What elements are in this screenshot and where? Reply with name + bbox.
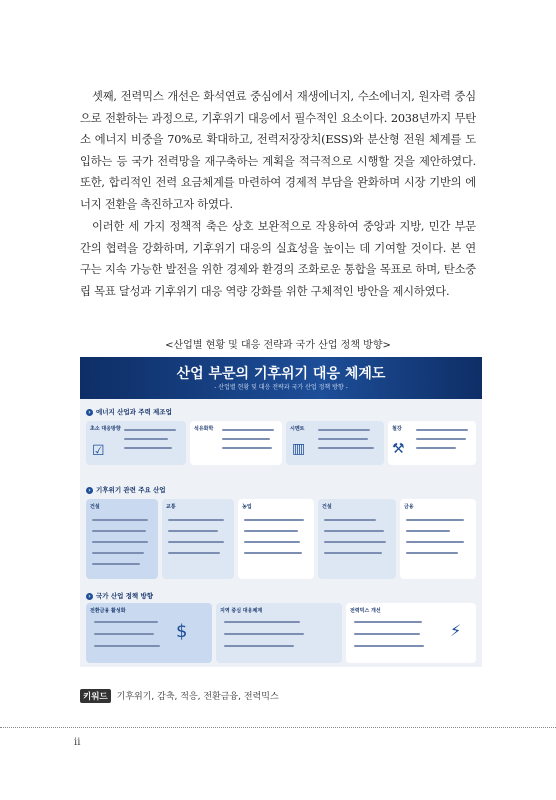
keywords-label: 키워드	[80, 689, 111, 703]
body-paragraph-1: 셋째, 전력믹스 개선은 화석연료 중심에서 재생에너지, 수소에너지, 원자력 중심으로 전환하는 과정으로, 기후위기 대응에서 필수적인 요소이다. 2038년까지 무탄소 에너지 비중을 70%로 확대하고, 전력저장장치(ESS)와 분산형 전원 체계를 도입하는 등 국가 전력망을 재구축하는 계획을 적극적으로 시행할 것을 제안하였다. 또한, 합리적인 전력 요금체계를 마련하여 경제적 부담을 완화하며 시장 기반의 에너지 전환을 촉진하고자 하였다.	[80, 90, 476, 211]
chevron-right-icon: ›	[86, 487, 93, 494]
box-title: 시멘트	[290, 426, 305, 432]
figure-header	[80, 357, 482, 399]
section2-box-2	[162, 499, 234, 579]
box-title: 건설	[90, 504, 100, 510]
keywords-text: 기후위기, 감축, 적응, 전환금융, 전력믹스	[116, 692, 279, 702]
section1-box-2	[190, 421, 282, 465]
chevron-right-icon: ›	[86, 409, 93, 416]
box-title: 교통	[166, 504, 176, 510]
box-title: 건설	[322, 504, 332, 510]
section-label: 에너지 산업과 주력 제조업	[96, 408, 172, 416]
section-label: 국가 산업 정책 방향	[96, 592, 154, 600]
checklist-icon: ☑	[92, 443, 105, 459]
wrench-icon: ⚒	[392, 441, 405, 457]
box-title: 초소 대응방향	[90, 426, 121, 432]
box-title: 철강	[392, 426, 402, 432]
figure-subtitle: - 산업별 현황 및 대응 전략과 국가 산업 정책 방향 -	[214, 384, 348, 391]
box-title: 석유화학	[194, 426, 214, 432]
chevron-right-icon: ›	[86, 593, 93, 600]
section1-box-3	[286, 421, 384, 465]
battery-charge-icon: ⚡	[450, 621, 462, 640]
section3-box-2	[216, 603, 342, 663]
box-title: 농업	[242, 504, 252, 510]
factory-icon: ▥	[292, 441, 306, 457]
section-title-1	[86, 407, 172, 416]
page-number: ii	[74, 737, 81, 748]
section3-box-1	[86, 603, 212, 663]
section2-box-4	[318, 499, 396, 579]
box-title: 금융	[404, 504, 414, 510]
box-title: 전력믹스 개선	[350, 608, 381, 614]
section2-box-1	[86, 499, 158, 579]
figure-diagram	[80, 357, 482, 667]
box-title: 지역 중심 대응체계	[220, 608, 263, 614]
section2-box-5	[400, 499, 476, 579]
keywords	[80, 689, 279, 703]
box-title: 전환금융 활성화	[90, 608, 126, 614]
figure-caption: <산업별 현황 및 대응 전략과 국가 산업 정책 방향>	[165, 340, 391, 351]
section-label: 기후위기 관련 주요 산업	[96, 486, 166, 494]
money-bag-icon: $	[176, 621, 188, 642]
body-paragraph-2: 이러한 세 가지 정책적 축은 상호 보완적으로 작용하여 중앙과 지방, 민간 부문 간의 협력을 강화하며, 기후위기 대응의 실효성을 높이는 데 기여할 것이다. 본 연구는 지속 가능한 발전을 위한 경제와 환경의 조화로운 통합을 목표로 하며, 탄소중립 목표 달성과 기후위기 대응 역량 강화를 위한 구체적인 방안을 제시하였다.	[80, 220, 476, 298]
section-title-2	[86, 485, 166, 494]
section-title-3	[86, 591, 153, 600]
section2-box-3	[238, 499, 314, 579]
figure-title: 산업 부문의 기후위기 대응 체계도	[176, 366, 386, 382]
footer-divider	[0, 727, 556, 728]
section1-box-1	[86, 421, 186, 465]
section1-box-4	[388, 421, 476, 465]
section3-box-3	[346, 603, 476, 663]
